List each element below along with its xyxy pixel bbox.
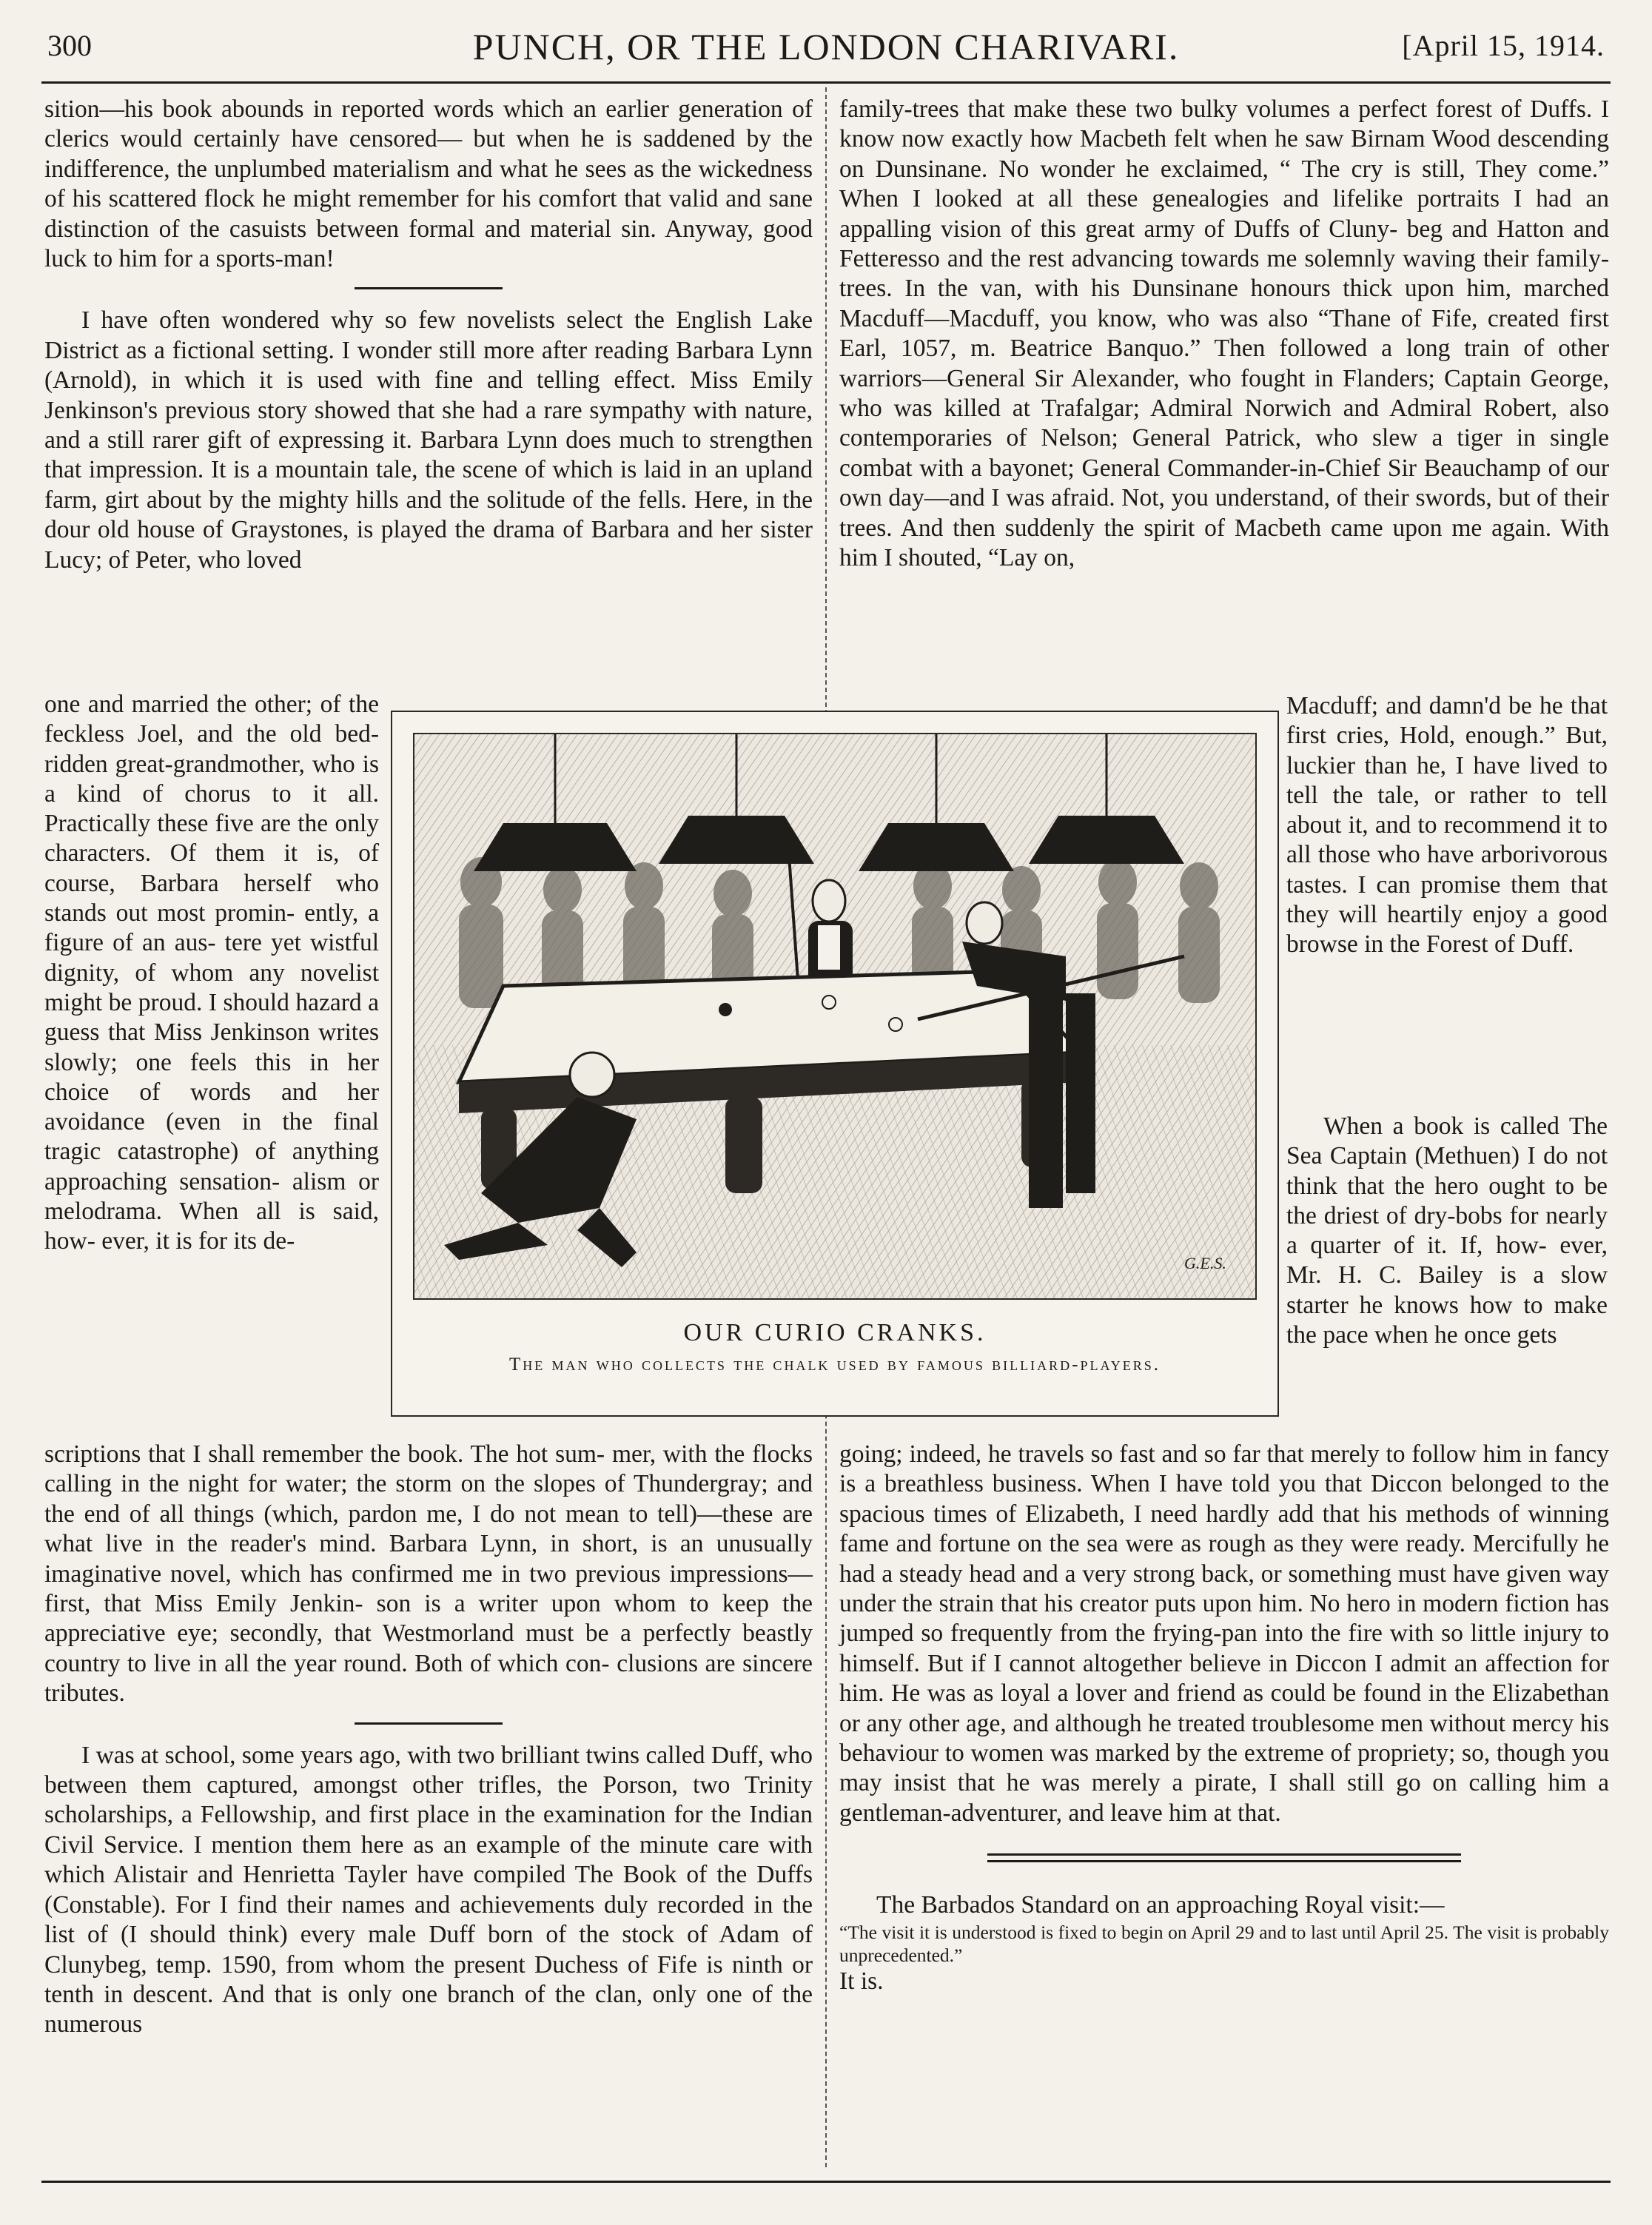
review-paragraph: When a book is called The Sea Captain (Methuen) I do not think that the hero ought to be the driest of dry-bobs for nearly a quarter of it. If, how- ever, Mr. H. C. Bailey is a slow starter he knows how to make the pace when he once gets <box>1286 1112 1608 1349</box>
closing-remark: It is. <box>839 1967 884 1995</box>
right-column-bottom <box>839 1440 1609 1996</box>
page-header <box>41 22 1611 84</box>
page-bottom-rule <box>41 2181 1611 2183</box>
artist-signature: G.E.S. <box>1184 1254 1226 1272</box>
review-paragraph: scriptions that I shall remember the book. The hot sum- mer, with the flocks calling in the night for water; the storm on the slopes of Thundergray; and the end of all things (which, pardon me, I do not mean to tell)—these are what live in the reader's mind. Barbara Lynn, in short, is an unusually imaginative novel, which has confirmed me in two previous impressions—first, that Miss Emily Jenkin- son is a writer upon whom to keep the appreciative eye; secondly, that Westmorland must be a perfectly beastly country to live in all the year round. Both of which con- clusions are sincere tributes. <box>44 1440 813 1708</box>
left-column-top <box>44 95 813 575</box>
quoted-extract: “The visit it is understood is fixed to begin on April 29 and to last until April 25. The visit is probably unprecedented.” <box>839 1921 1609 1966</box>
billiard-hall-drawing <box>414 734 1255 1298</box>
issue-date: [April 15, 1914. <box>1402 29 1605 62</box>
section-rule <box>355 1722 503 1725</box>
right-column-top <box>839 95 1609 574</box>
review-paragraph: I was at school, some years ago, with two brilliant twins called Duff, who between them captured, amongst other trifles, the Porson, two Trinity scholarships, a Fellowship, and first place in the examination for the Indian Civil Service. I mention them here as an example of the minute care with which Alistair and Henrietta Tayler have compiled The Book of the Duffs (Constable). For I find their names and achievements duly recorded in the list of (I should think) every male Duff born of the stock of Adam of Clunybeg, temp. 1590, from whom the present Duchess of Fife is ninth or tenth in descent. And that is only one branch of the clan, only one of the numerous <box>44 1741 813 2038</box>
cartoon-figure <box>391 711 1279 1417</box>
left-column-wrap <box>44 690 379 1257</box>
section-rule <box>355 287 503 289</box>
cartoon-caption-subtitle: The man who collects the chalk used by famous billiard-players. <box>508 1355 1161 1375</box>
review-paragraph: The Barbados Standard on an approaching Royal visit:— <box>876 1891 1445 1919</box>
review-paragraph: Macduff; and damn'd be he that first cries, Hold, enough.” But, luckier than he, I have lived to tell the tale, or rather to tell about it, and to recommend it to all those who have arborivorous tastes. I can promise them that they will heartily enjoy a good browse in the Forest of Duff. <box>1286 692 1608 959</box>
left-column-bottom <box>44 1440 813 2040</box>
masthead-title: PUNCH, OR THE LONDON CHARIVARI. <box>472 26 1180 67</box>
review-paragraph: I have often wondered why so few novelists select the English Lake District as a fictional setting. I wonder still more after reading Barbara Lynn (Arnold), in which it is used with fine and telling effect. Miss Emily Jenkinson's previous story showed that she had a rare sympathy with nature, and a still rarer gift of expressing it. Barbara Lynn does much to strengthen that impression. It is a mountain tale, the scene of which is laid in an upland farm, girt about by the mighty hills and the solitude of the fells. Here, in the dour old house of Graystones, is played the drama of Barbara and her sister Lucy; of Peter, who loved <box>44 306 813 574</box>
review-paragraph: one and married the other; of the feckless Joel, and the old bed-ridden great-grandmother, who is a kind of chorus to it all. Practically these five are the only characters. Of them it is, of course, Barbara herself who stands out most promin- ently, a figure of an aus- tere yet wistful dignity, of whom any novelist might be proud. I should hazard a guess that Miss Jenkinson writes slowly; one feels this in her choice of words and her avoidance (even in the final tragic catastrophe) of anything approaching sensation- alism or melodrama. When all is said, how- ever, it is for its de- <box>44 691 380 1255</box>
review-paragraph: sition—his book abounds in reported words which an earlier generation of clerics would certainly have censored— but when he is saddened by the indifference, the unplumbed materialism and what he sees as the wickedness of his scattered flock he might remember for his comfort that valid and sane distinction of the casuists between formal and material sin. Anyway, good luck to him for a sports-man! <box>44 95 813 273</box>
right-column-wrap-1 <box>1286 691 1608 960</box>
page-number: 300 <box>47 29 92 62</box>
section-double-rule <box>987 1853 1461 1862</box>
right-column-wrap-2 <box>1286 1112 1608 1350</box>
review-paragraph: going; indeed, he travels so fast and so far that merely to follow him in fancy is a breathless business. When I have told you that Diccon belonged to the spacious times of Elizabeth, I need hardly add that his methods of winning fame and fortune on the sea were as rough as they were ready. Mercifully he had a steady head and a very strong back, or something must have given way under the strain that his creator puts upon him. No hero in modern fiction has jumped so frequently from the frying-pan into the fire with so little injury to himself. But if I cannot altogether believe in Diccon I admit an affection for him. He was as loyal a lover and friend as could be found in the Elizabethan or any other age, and although he treated troublesome men without mercy his behaviour to women was marked by the extreme of propriety; so, though you may insist that he was merely a pirate, I shall still go on calling him a gentleman-adventurer, and leave him at that. <box>839 1440 1610 1827</box>
cartoon-illustration <box>413 733 1257 1300</box>
cartoon-caption-title: OUR CURIO CRANKS. <box>683 1319 987 1346</box>
review-paragraph: family-trees that make these two bulky volumes a perfect forest of Duffs. I know now exactly how Macbeth felt when he saw Birnam Wood descending on Dunsinane. No wonder he exclaimed, “ The cry is still, They come.” When I looked at all these genealogies and lifelike portraits I had an appalling vision of this great army of Duffs of Cluny- beg and Hatton and Fetteresso and the rest advancing towards me solemnly waving their family-trees. In the van, with his Dunsinane honours thick upon him, marched Macduff—Macduff, you know, who was also “Thane of Fife, created first Earl, 1057, m. Beatrice Banquo.” Then followed a long train of other warriors—General Sir Alexander, who fought in Flanders; Captain George, who was killed at Trafalgar; Admiral Norwich and Admiral Robert, also contemporaries of Nelson; General Patrick, who slew a tiger in single combat with a bayonet; General Commander-in-Chief Sir Beauchamp of our own day—and I was afraid. Not, you understand, of their swords, but of their trees. And then suddenly the spirit of Macbeth came upon me again. With him I shouted, “Lay on, <box>839 95 1610 572</box>
